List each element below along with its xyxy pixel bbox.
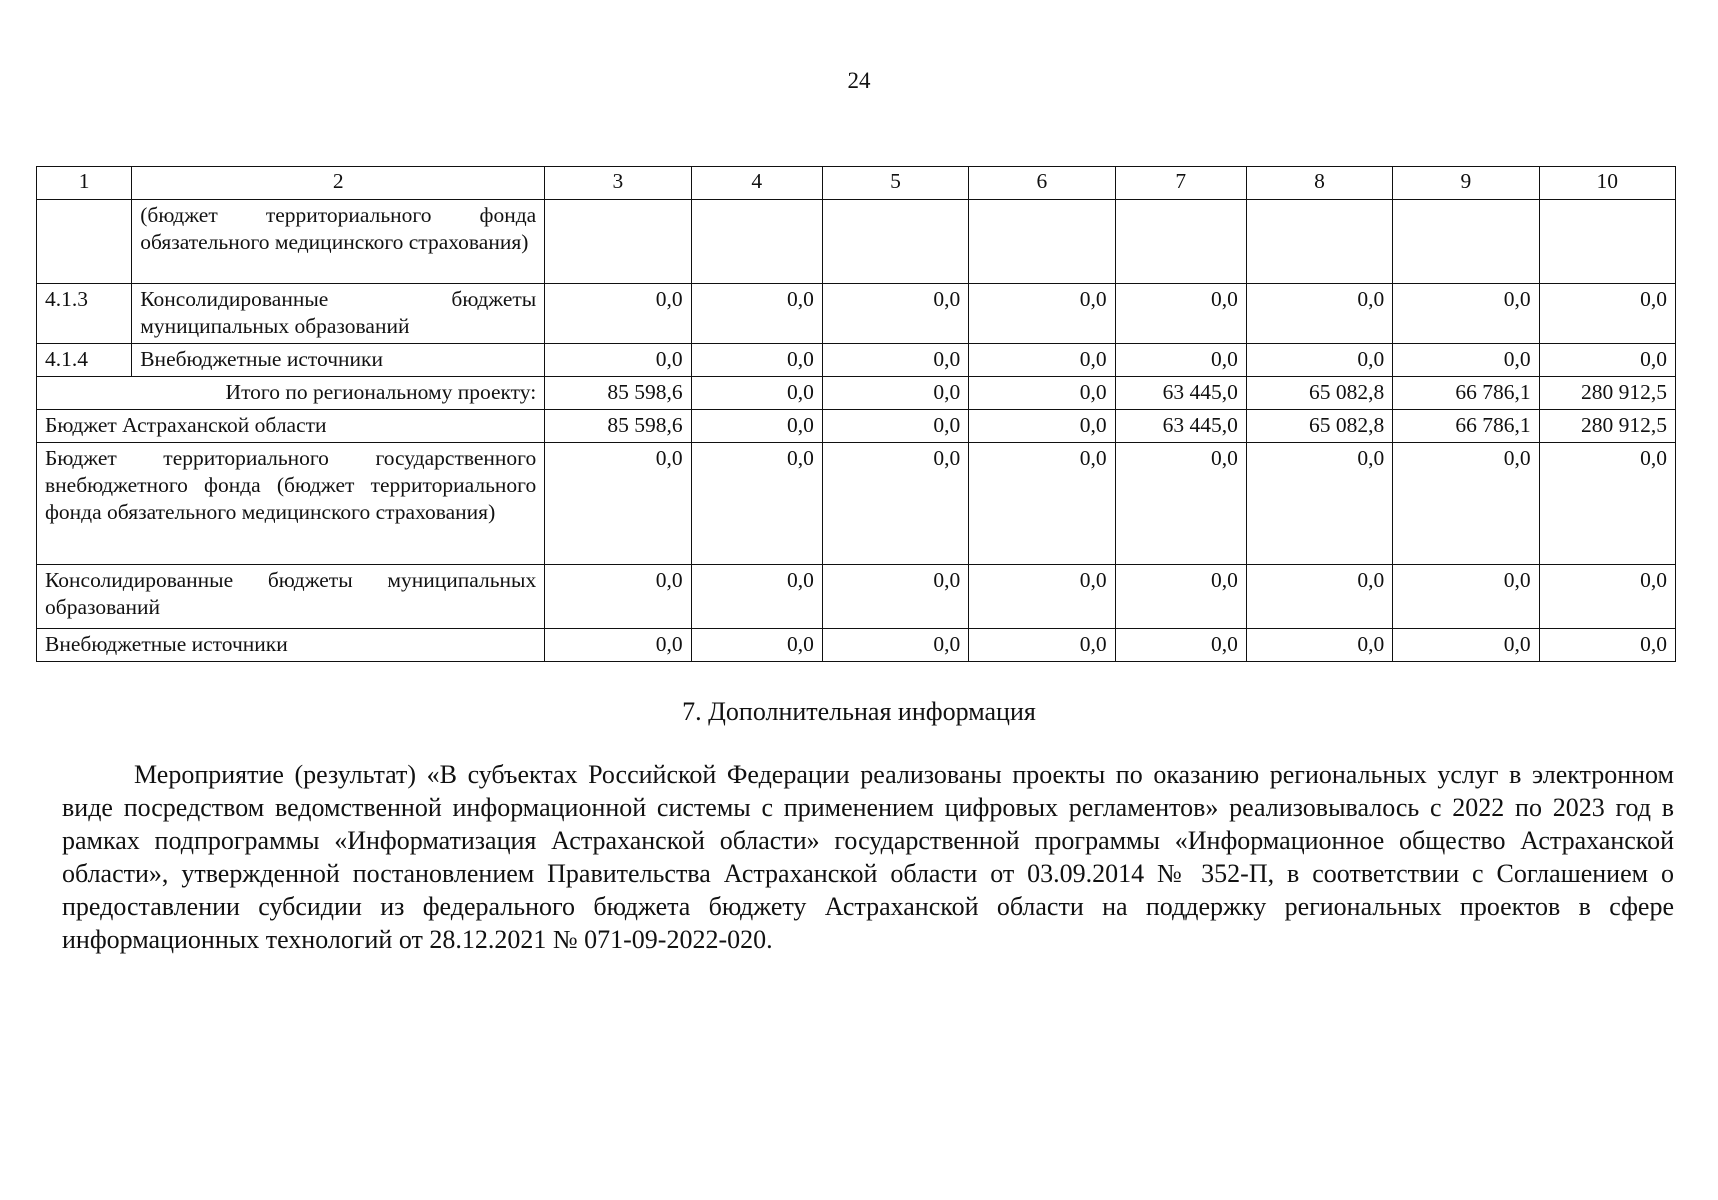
summary-value: 0,0 (545, 443, 691, 565)
total-value: 0,0 (822, 377, 968, 410)
summary-value: 0,0 (969, 565, 1115, 629)
row-value (969, 200, 1115, 284)
total-value: 280 912,5 (1539, 377, 1675, 410)
table-row (37, 200, 1676, 284)
summary-value: 0,0 (1539, 629, 1675, 662)
body-paragraph: Мероприятие (результат) «В субъектах Российской Федерации реализованы проекты по оказанию региональных услуг в электронном виде посредством ведомственной информационной системы с применением цифровых регламентов» реализовывалось с 2022 по 2023 год в рамках подпрограммы «Информатизация Астраханской области» государственной программы «Информационное общество Астраханской области», утвержденной постановлением Правительства Астраханской области от 03.09.2014 № 352-П, в соответствии с Соглашением о предоставлении субсидии из федерального бюджета бюджету Астраханской области на поддержку региональных проектов в сфере информационных технологий от 28.12.2021 № 071-09-2022-020. (62, 760, 1674, 954)
row-value (691, 200, 822, 284)
summary-value: 0,0 (1393, 629, 1539, 662)
summary-name: Бюджет территориального государственного внебюджетного фонда (бюджет территориального фонда обязательного медицинского страхования) (37, 443, 545, 565)
summary-value: 0,0 (1115, 629, 1246, 662)
summary-row (37, 565, 1676, 629)
summary-value: 63 445,0 (1115, 410, 1246, 443)
row-name: Внебюджетные источники (132, 344, 545, 377)
summary-name: Внебюджетные источники (37, 629, 545, 662)
summary-value: 0,0 (545, 629, 691, 662)
total-value: 66 786,1 (1393, 377, 1539, 410)
total-value: 85 598,6 (545, 377, 691, 410)
summary-value: 0,0 (545, 565, 691, 629)
row-name: Консолидированные бюджеты муниципальных образований (132, 284, 545, 344)
column-header: 10 (1539, 167, 1675, 200)
total-label: Итого по региональному проекту: (37, 377, 545, 410)
summary-name: Бюджет Астраханской области (37, 410, 545, 443)
summary-value: 280 912,5 (1539, 410, 1675, 443)
row-value: 0,0 (1115, 344, 1246, 377)
row-value (822, 200, 968, 284)
row-name: (бюджет территориального фонда обязательного медицинского страхования) (132, 200, 545, 284)
summary-value: 0,0 (691, 565, 822, 629)
row-value (1246, 200, 1392, 284)
summary-value: 0,0 (1393, 443, 1539, 565)
summary-value: 0,0 (822, 565, 968, 629)
summary-value: 0,0 (691, 629, 822, 662)
summary-value: 0,0 (822, 443, 968, 565)
row-value: 0,0 (545, 284, 691, 344)
total-row (37, 377, 1676, 410)
row-value: 0,0 (1115, 284, 1246, 344)
summary-value: 0,0 (822, 410, 968, 443)
row-value: 0,0 (969, 344, 1115, 377)
summary-value: 85 598,6 (545, 410, 691, 443)
total-value: 63 445,0 (1115, 377, 1246, 410)
summary-value: 0,0 (1539, 565, 1675, 629)
summary-value: 0,0 (969, 629, 1115, 662)
row-code: 4.1.4 (37, 344, 132, 377)
summary-value: 0,0 (969, 410, 1115, 443)
table-row (37, 284, 1676, 344)
row-value: 0,0 (1393, 344, 1539, 377)
summary-row (37, 443, 1676, 565)
column-header: 7 (1115, 167, 1246, 200)
row-value: 0,0 (1539, 344, 1675, 377)
column-header: 8 (1246, 167, 1392, 200)
budget-table (36, 166, 1676, 662)
column-header: 5 (822, 167, 968, 200)
row-value (1393, 200, 1539, 284)
column-header: 2 (132, 167, 545, 200)
total-value: 0,0 (691, 377, 822, 410)
row-value: 0,0 (822, 284, 968, 344)
summary-value: 0,0 (691, 410, 822, 443)
summary-name: Консолидированные бюджеты муниципальных образований (37, 565, 545, 629)
column-header: 9 (1393, 167, 1539, 200)
summary-value: 0,0 (969, 443, 1115, 565)
row-value: 0,0 (1539, 284, 1675, 344)
summary-value: 65 082,8 (1246, 410, 1392, 443)
column-header: 6 (969, 167, 1115, 200)
summary-value: 0,0 (1115, 565, 1246, 629)
column-header: 3 (545, 167, 691, 200)
total-value: 65 082,8 (1246, 377, 1392, 410)
row-value: 0,0 (545, 344, 691, 377)
summary-value: 0,0 (1246, 443, 1392, 565)
row-code: 4.1.3 (37, 284, 132, 344)
summary-value: 0,0 (1539, 443, 1675, 565)
summary-value: 66 786,1 (1393, 410, 1539, 443)
total-value: 0,0 (969, 377, 1115, 410)
row-value: 0,0 (1246, 284, 1392, 344)
summary-row (37, 629, 1676, 662)
summary-row (37, 410, 1676, 443)
column-header: 4 (691, 167, 822, 200)
summary-value: 0,0 (1115, 443, 1246, 565)
page-number: 24 (847, 68, 871, 93)
row-value: 0,0 (1393, 284, 1539, 344)
row-value: 0,0 (822, 344, 968, 377)
row-value: 0,0 (691, 344, 822, 377)
row-value: 0,0 (1246, 344, 1392, 377)
row-value: 0,0 (691, 284, 822, 344)
row-value (1539, 200, 1675, 284)
table-row (37, 344, 1676, 377)
summary-value: 0,0 (691, 443, 822, 565)
table-header-row (37, 167, 1676, 200)
row-code (37, 200, 132, 284)
summary-value: 0,0 (1246, 565, 1392, 629)
row-value (545, 200, 691, 284)
summary-value: 0,0 (1246, 629, 1392, 662)
row-value: 0,0 (969, 284, 1115, 344)
section-heading: 7. Дополнительная информация (682, 697, 1036, 726)
column-header: 1 (37, 167, 132, 200)
summary-value: 0,0 (1393, 565, 1539, 629)
summary-value: 0,0 (822, 629, 968, 662)
row-value (1115, 200, 1246, 284)
